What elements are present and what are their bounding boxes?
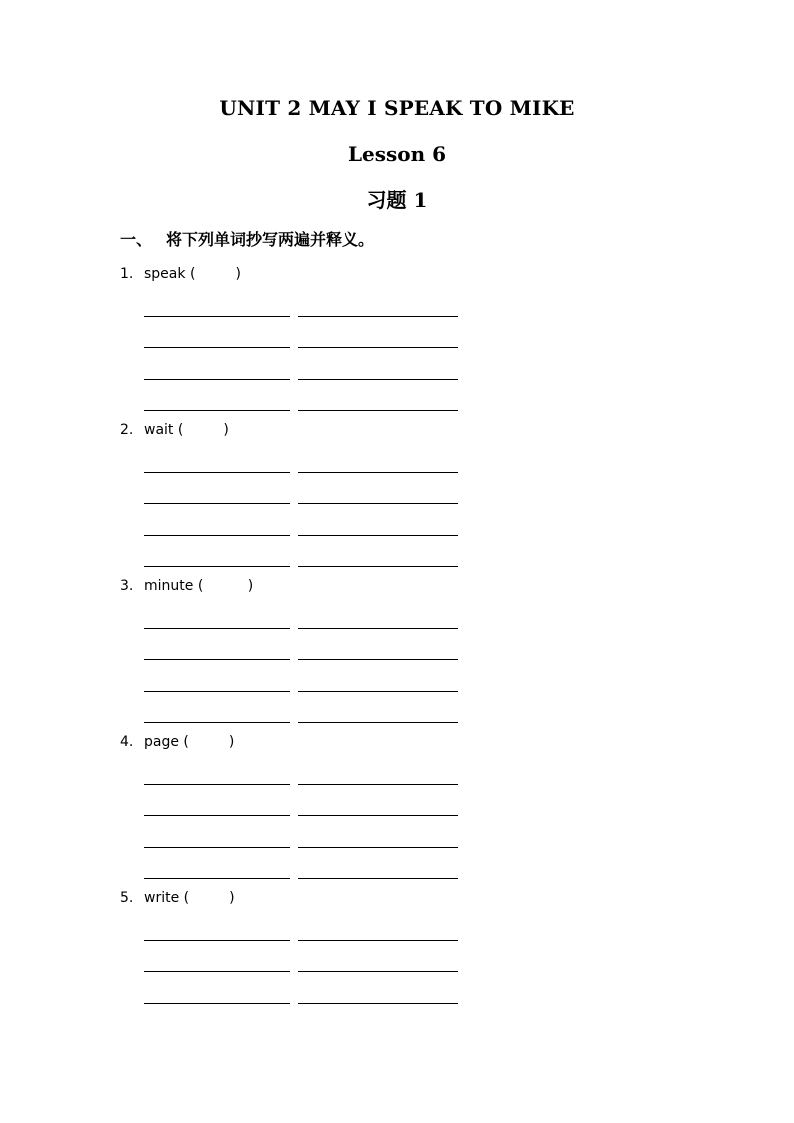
word-item-index: 3. [120,578,134,594]
section-number: 一、 [120,230,153,249]
word-item-label [120,264,480,284]
word-item-label [120,888,480,908]
word-item [120,888,480,1004]
writing-line-row [120,504,480,535]
unit-title: UNIT 2 MAY I SPEAK TO MIKE [219,96,575,120]
word-item-word: wait [144,422,174,438]
writing-line-row [120,941,480,972]
word-item-word: write [144,890,180,906]
writing-line-row [120,754,480,785]
meaning-blank: ( ) [183,890,235,906]
writing-line-right[interactable] [298,410,458,411]
writing-line-row [120,785,480,816]
writing-line-row [120,910,480,941]
word-item-word: minute [144,578,194,594]
writing-line-row [120,598,480,629]
writing-lines [120,442,480,567]
writing-line-left[interactable] [144,566,290,567]
writing-line-left[interactable] [144,1003,290,1004]
meaning-blank: ( ) [197,578,254,594]
writing-line-row [120,536,480,567]
writing-line-right[interactable] [298,1003,458,1004]
word-item-index: 4. [120,734,134,750]
writing-line-row [120,629,480,660]
writing-lines [120,598,480,723]
word-item-label [120,420,480,440]
word-item-index: 1. [120,266,134,282]
word-item-index: 5. [120,890,134,906]
word-item [120,420,480,567]
writing-line-right[interactable] [298,878,458,879]
writing-line-row [120,972,480,1003]
section-instruction: 将下列单词抄写两遍并释义。 [166,230,375,249]
word-item [120,264,480,411]
word-item [120,732,480,879]
exercise-title: 习题 1 [366,188,428,212]
writing-line-left[interactable] [144,878,290,879]
word-item-word: page [144,734,179,750]
writing-line-row [120,660,480,691]
word-item-index: 2. [120,422,134,438]
word-item-word: speak [144,266,186,282]
word-item-label [120,732,480,752]
writing-line-row [120,692,480,723]
meaning-blank: ( ) [183,734,235,750]
writing-line-row [120,286,480,317]
writing-line-row [120,317,480,348]
writing-line-row [120,348,480,379]
writing-lines [120,910,480,1004]
writing-line-right[interactable] [298,722,458,723]
word-item-label [120,576,480,596]
writing-lines [120,754,480,879]
word-item [120,576,480,723]
meaning-blank: ( ) [177,422,229,438]
writing-line-left[interactable] [144,410,290,411]
writing-line-row [120,816,480,847]
writing-line-right[interactable] [298,566,458,567]
writing-lines [120,286,480,411]
meaning-blank: ( ) [189,266,241,282]
writing-line-row [120,848,480,879]
writing-line-row [120,380,480,411]
section-heading [120,227,374,250]
writing-line-row [120,442,480,473]
lesson-title: Lesson 6 [347,142,447,166]
writing-line-left[interactable] [144,722,290,723]
writing-line-row [120,473,480,504]
